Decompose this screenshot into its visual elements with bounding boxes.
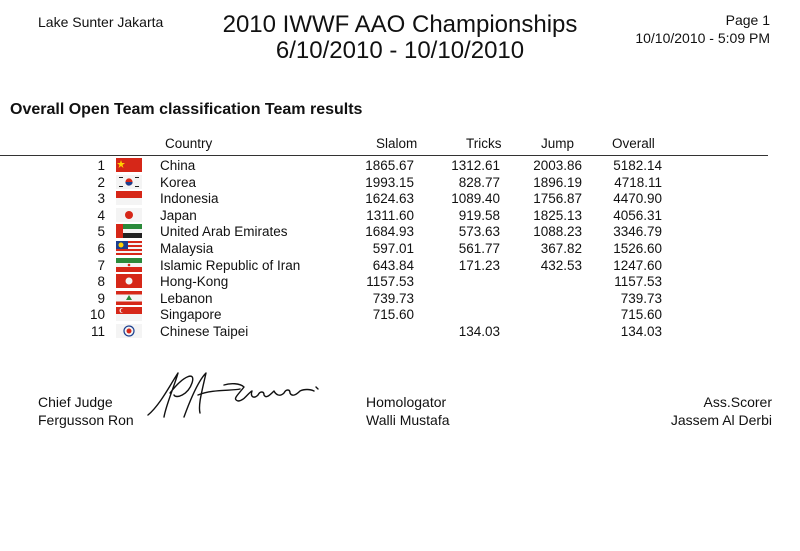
- uae-flag-icon: [116, 224, 142, 238]
- table-row: [0, 175, 800, 192]
- header-jump: Jump: [541, 136, 575, 151]
- header-country: Country: [165, 136, 213, 151]
- chief-judge-block: [38, 393, 134, 429]
- table-row: [0, 241, 800, 258]
- table-row: [0, 224, 800, 241]
- scorer-block: [671, 393, 772, 429]
- cell-slalom: 597.01: [372, 241, 414, 256]
- header-overall: Overall: [612, 136, 655, 151]
- cell-jump: 367.82: [540, 241, 582, 256]
- cell-overall: 1157.53: [614, 274, 662, 290]
- header-divider: [0, 155, 768, 156]
- section-title: Overall Open Team classification Team results: [10, 101, 363, 118]
- cell-slalom: 715.60: [372, 307, 414, 323]
- cell-country: Malaysia: [160, 241, 214, 256]
- cell-slalom: 1993.15: [365, 174, 414, 190]
- table-row: [0, 158, 800, 175]
- cell-tricks: 828.77: [458, 174, 500, 190]
- table-row: [0, 258, 800, 275]
- cell-slalom: 643.84: [372, 257, 414, 273]
- page-number: Page 1: [725, 12, 770, 28]
- cell-rank: 4: [97, 207, 105, 223]
- lebanon-flag-icon: [116, 291, 142, 305]
- cell-tricks: 919.58: [458, 207, 500, 223]
- cell-overall: 1526.60: [613, 241, 662, 256]
- china-flag-icon: [116, 158, 142, 172]
- indonesia-flag-icon: [116, 191, 142, 205]
- cell-slalom: 1311.60: [366, 207, 414, 223]
- cell-tricks: 1089.40: [451, 191, 500, 207]
- cell-country: Islamic Republic of Iran: [160, 257, 301, 273]
- cell-slalom: 739.73: [372, 290, 414, 306]
- header-tricks: Tricks: [466, 136, 502, 151]
- table-row: [0, 191, 800, 208]
- cell-country: Indonesia: [160, 191, 219, 207]
- cell-slalom: 1624.63: [365, 191, 414, 207]
- chief-judge-title: Chief Judge: [38, 394, 113, 410]
- cell-rank: 9: [97, 290, 105, 306]
- cell-overall: 4056.31: [613, 207, 662, 223]
- homologator-name: Walli Mustafa: [366, 412, 450, 428]
- cell-tricks: 561.77: [458, 241, 500, 256]
- singapore-flag-icon: [116, 307, 142, 321]
- homologator-title: Homologator: [366, 394, 447, 410]
- cell-tricks: 1312.61: [451, 158, 500, 173]
- table-row: [0, 291, 800, 308]
- cell-tricks: 573.63: [458, 224, 500, 240]
- cell-jump: 1825.13: [533, 207, 582, 223]
- cell-country: Lebanon: [160, 290, 213, 306]
- cell-jump: 1896.19: [533, 174, 582, 190]
- cell-overall: 3346.79: [613, 224, 662, 240]
- malaysia-flag-icon: [116, 241, 142, 255]
- cell-overall: 134.03: [620, 324, 662, 339]
- table-header: [0, 136, 800, 154]
- handwritten-signature: [140, 365, 330, 430]
- homologator-block: [366, 393, 450, 429]
- japan-flag-icon: [116, 208, 142, 222]
- table-row: [0, 307, 800, 324]
- cell-rank: 6: [97, 241, 105, 256]
- venue-label: Lake Sunter Jakarta: [38, 14, 164, 30]
- cell-overall: 4470.90: [613, 191, 662, 207]
- table-row: [0, 324, 800, 341]
- scorer-title: Ass.Scorer: [703, 394, 772, 410]
- cell-jump: 432.53: [540, 257, 582, 273]
- championship-title: 2010 IWWF AAO Championships: [222, 11, 578, 38]
- cell-jump: 1756.87: [533, 191, 582, 207]
- cell-overall: 739.73: [620, 290, 662, 306]
- cell-country: Korea: [160, 174, 197, 190]
- cell-overall: 4718.11: [614, 174, 662, 190]
- cell-tricks: 171.23: [458, 257, 500, 273]
- chief-judge-name: Fergusson Ron: [38, 412, 134, 428]
- cell-rank: 11: [90, 324, 105, 339]
- hong-kong-flag-icon: [116, 274, 142, 288]
- cell-rank: 2: [97, 174, 105, 190]
- cell-overall: 1247.60: [613, 257, 662, 273]
- cell-rank: 3: [97, 191, 105, 207]
- scorer-name: Jassem Al Derbi: [670, 412, 772, 428]
- cell-jump: 2003.86: [533, 158, 582, 173]
- cell-rank: 1: [97, 158, 105, 173]
- table-row: [0, 274, 800, 291]
- table-row: [0, 208, 800, 225]
- cell-country: Chinese Taipei: [160, 324, 249, 339]
- cell-slalom: 1684.93: [365, 224, 414, 240]
- print-timestamp: 10/10/2010 - 5:09 PM: [635, 30, 770, 46]
- korea-flag-icon: [116, 175, 142, 189]
- cell-slalom: 1157.53: [366, 274, 414, 290]
- cell-country: Singapore: [160, 307, 222, 323]
- cell-tricks: 134.03: [458, 324, 500, 339]
- cell-country: Japan: [160, 207, 197, 223]
- cell-rank: 8: [97, 274, 105, 290]
- header-slalom: Slalom: [376, 136, 418, 151]
- cell-slalom: 1865.67: [365, 158, 414, 173]
- cell-overall: 5182.14: [613, 158, 662, 173]
- championship-dates: 6/10/2010 - 10/10/2010: [275, 37, 525, 64]
- cell-rank: 5: [97, 224, 105, 240]
- cell-jump: 1088.23: [533, 224, 582, 240]
- cell-country: China: [160, 158, 196, 173]
- cell-rank: 7: [97, 257, 105, 273]
- chinese-taipei-flag-icon: [116, 324, 142, 338]
- cell-rank: 10: [89, 307, 105, 323]
- cell-overall: 715.60: [620, 307, 662, 323]
- iran-flag-icon: [116, 258, 142, 272]
- cell-country: United Arab Emirates: [160, 224, 288, 240]
- cell-country: Hong-Kong: [160, 274, 229, 290]
